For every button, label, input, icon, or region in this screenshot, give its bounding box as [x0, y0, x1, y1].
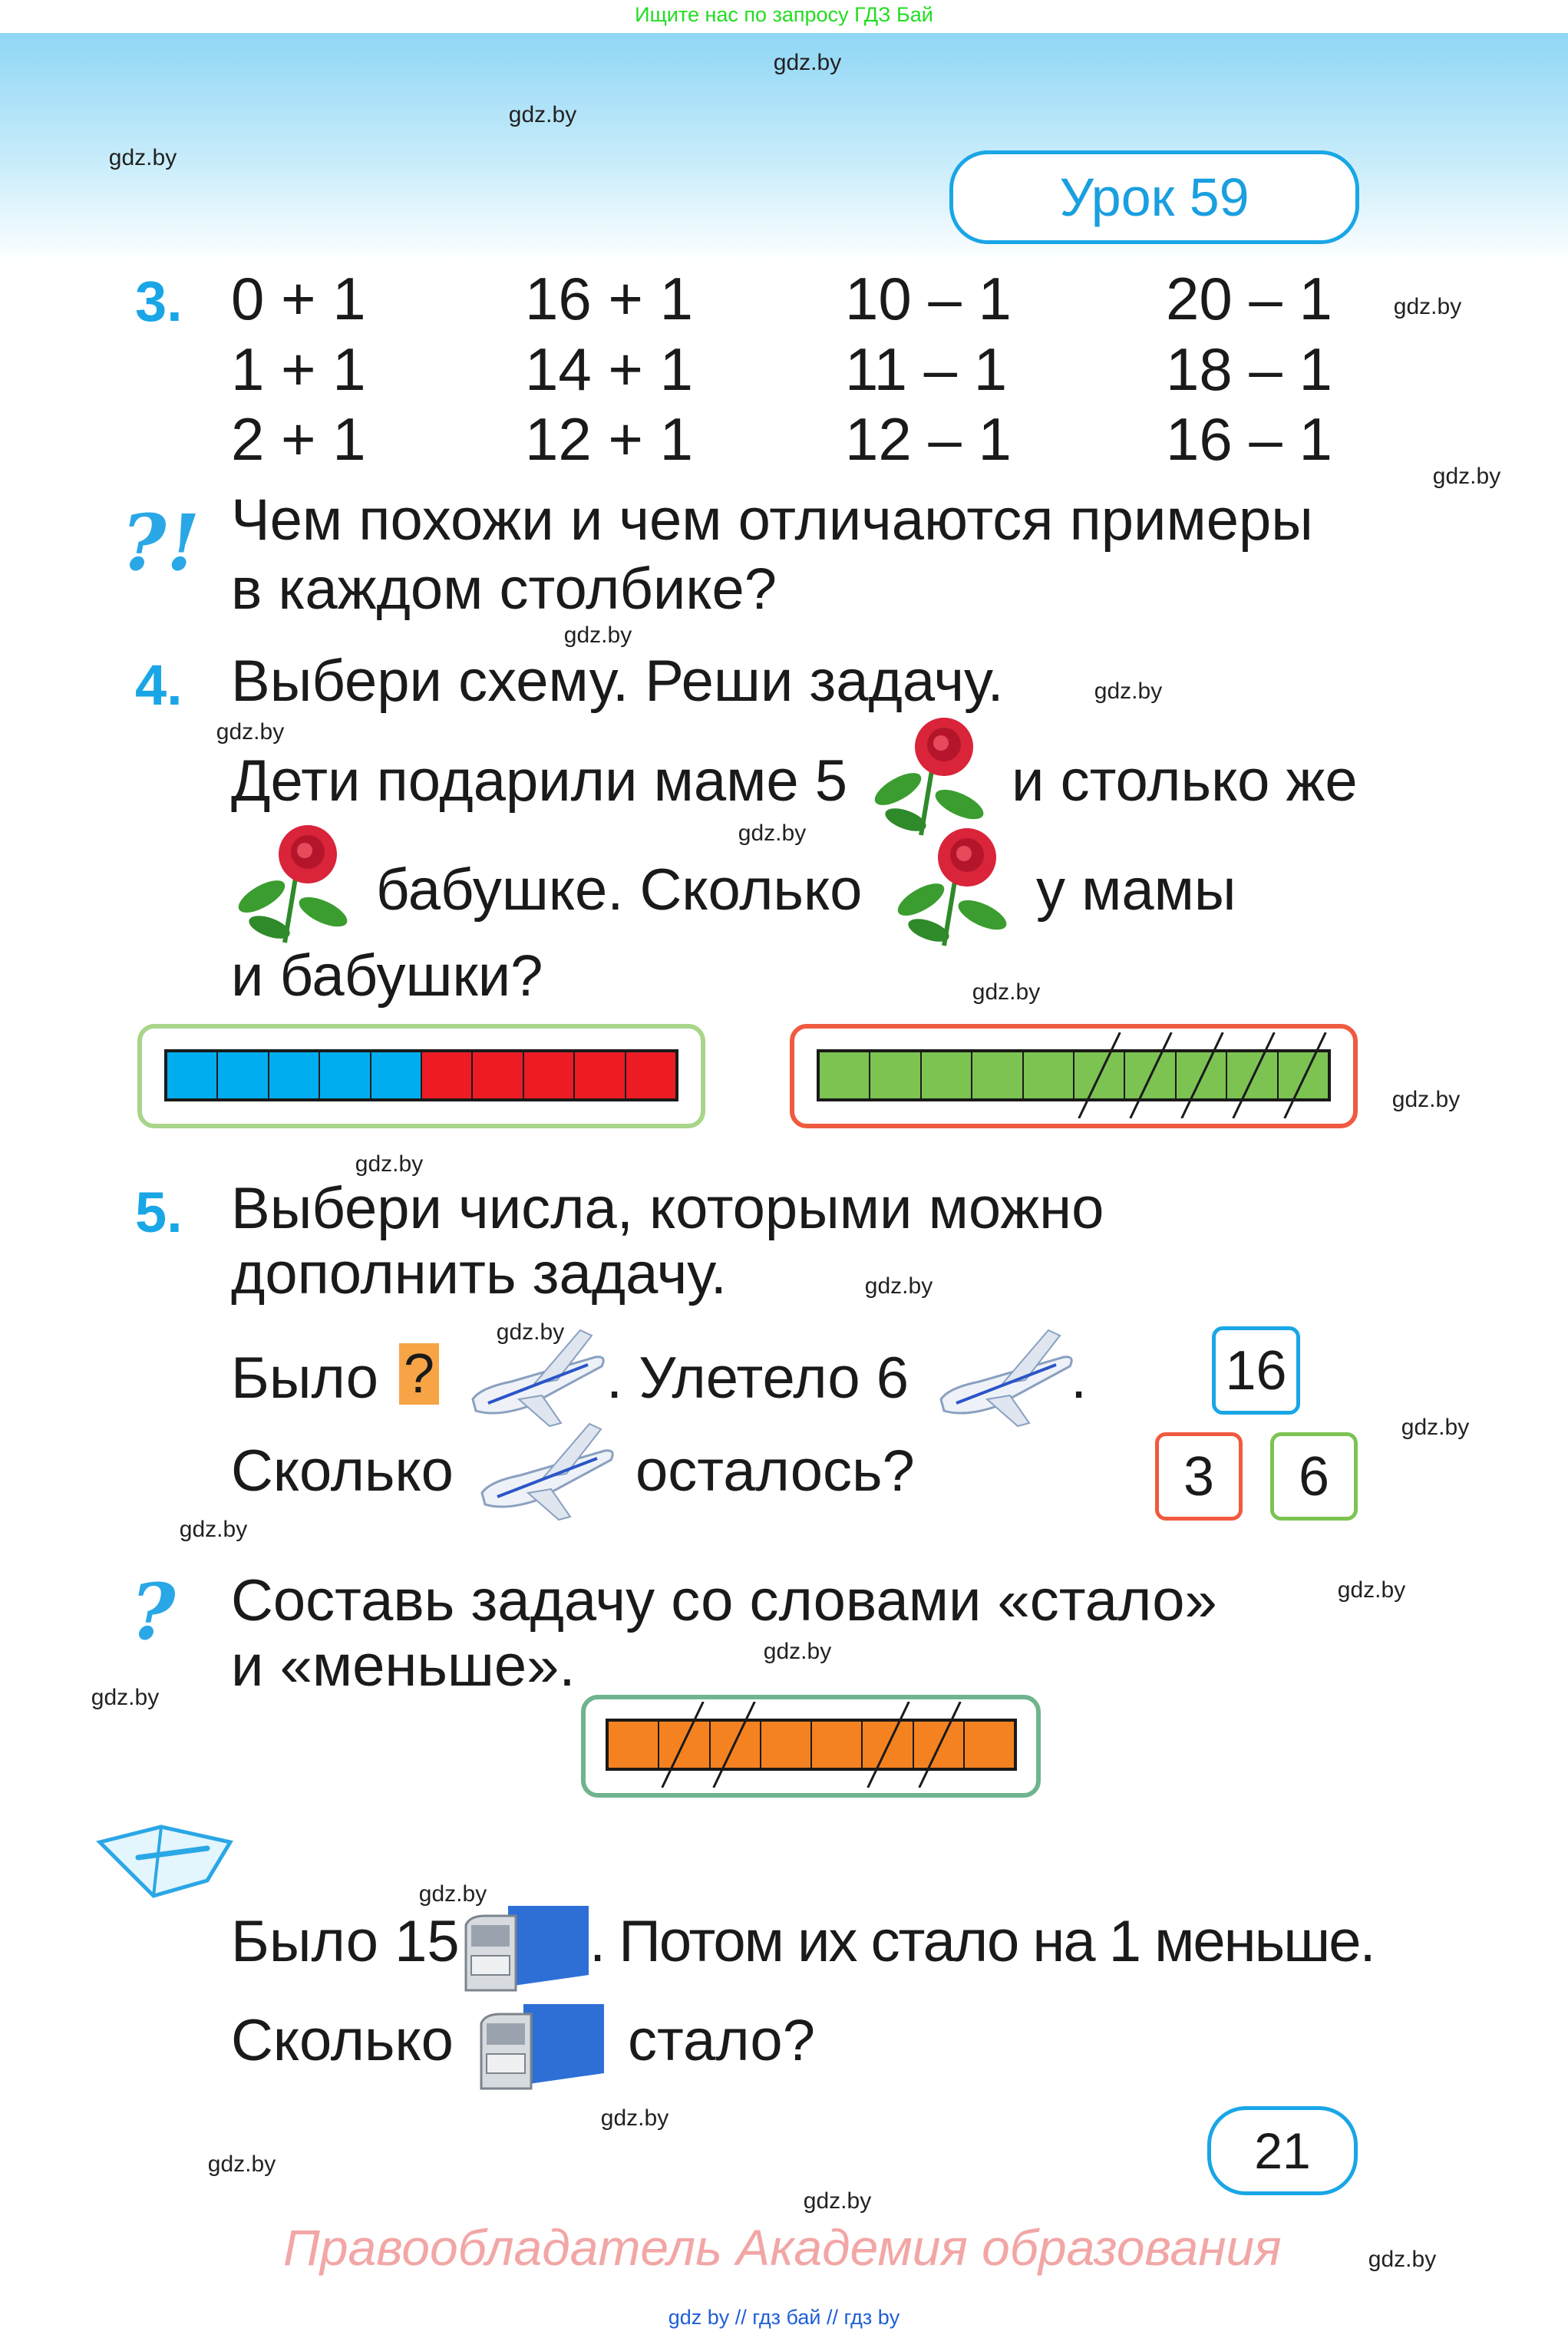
page-number: [1207, 2106, 1358, 2195]
question-line-2: в каждом столбике?: [231, 556, 777, 622]
svg-text:?!: ?!: [121, 507, 200, 580]
task-text-2: и столько же: [1012, 748, 1358, 814]
choice-6[interactable]: [1270, 1432, 1358, 1521]
choice-3[interactable]: [1155, 1432, 1243, 1521]
airplane-icon: [474, 1420, 616, 1527]
task-less-text: . Потом их стало на 1 меньше.: [589, 1909, 1375, 1974]
footer-links[interactable]: gdz by // гдз бай // гдз by: [668, 2306, 900, 2329]
watermark: gdz.by: [1368, 2247, 1437, 2272]
watermark: gdz.by: [91, 1685, 160, 1710]
dashed-divider-vertical: [132, 1893, 147, 2092]
watermark: gdz.by: [972, 979, 1041, 1005]
example-expression: 1 + 1: [231, 335, 366, 403]
watermark: gdz.by: [1094, 679, 1163, 704]
example-expression: 11 – 1: [845, 335, 1008, 403]
watermark: gdz.by: [496, 1319, 565, 1345]
choice-value: 3: [1183, 1445, 1215, 1507]
compose-line-2: и «меньше».: [231, 1633, 576, 1699]
watermark: gdz.by: [763, 1639, 832, 1664]
rose-icon: [231, 820, 361, 950]
task-became: стало?: [628, 2008, 815, 2073]
compose-line-1: Составь задачу со словами «стало»: [231, 1568, 1217, 1633]
truck-icon: [477, 2000, 608, 2096]
watermark: gdz.by: [1401, 1415, 1470, 1440]
watermark: gdz.by: [1391, 1087, 1461, 1112]
task-text-3: бабушке. Сколько: [376, 857, 863, 923]
watermark: gdz.by: [1432, 464, 1501, 489]
cross-slash: [714, 1702, 755, 1788]
watermark: gdz.by: [600, 2105, 669, 2131]
watermark: gdz.by: [207, 2151, 276, 2177]
left-text: осталось?: [635, 1438, 915, 1504]
watermark: gdz.by: [508, 102, 577, 127]
choice-16[interactable]: [1212, 1326, 1300, 1415]
exercise-4-title: Выбери схему. Реши задачу.: [231, 649, 1004, 714]
example-expression: 18 – 1: [1166, 335, 1332, 403]
task-text-5: и бабушки?: [231, 943, 543, 1009]
task-text-4: у мамы: [1036, 857, 1236, 923]
flew-text: . Улетело 6: [606, 1346, 909, 1411]
cross-slash: [1079, 1032, 1121, 1118]
watermark: gdz.by: [1337, 1577, 1406, 1603]
lesson-label: Урок 59: [1059, 167, 1249, 227]
cross-slash: [1285, 1032, 1326, 1118]
watermark: gdz.by: [179, 1517, 248, 1542]
watermark: gdz.by: [418, 1881, 487, 1907]
choice-value: 6: [1298, 1445, 1330, 1507]
page-number-label: 21: [1254, 2122, 1311, 2179]
watermark: gdz.by: [864, 1273, 933, 1299]
top-banner[interactable]: Ищите нас по запросу ГДЗ Бай: [635, 3, 933, 26]
exercise-4-number: 4.: [135, 653, 183, 717]
cross-slash: [919, 1702, 961, 1788]
svg-text:?: ?: [130, 1577, 176, 1646]
exercise-5-line-1: Выбери числа, которыми можно: [231, 1176, 1104, 1241]
dot-text: .: [1071, 1346, 1088, 1411]
exercise-5-number: 5.: [135, 1181, 183, 1244]
watermark: gdz.by: [355, 1151, 424, 1177]
example-expression: 16 + 1: [525, 265, 694, 332]
example-expression: 0 + 1: [231, 265, 366, 332]
example-expression: 20 – 1: [1166, 265, 1332, 332]
task-text-1: Дети подарили маме 5: [231, 748, 848, 814]
unknown-mark: ?: [399, 1343, 439, 1405]
cross-slash: [1182, 1032, 1223, 1118]
example-expression: 2 + 1: [231, 405, 366, 473]
question-exclamation-icon: [121, 507, 206, 580]
cross-slash: [1233, 1032, 1275, 1118]
question-icon: [130, 1577, 192, 1646]
watermark: gdz.by: [216, 719, 285, 745]
watermark: gdz.by: [563, 622, 632, 648]
crossed-marks: [164, 1032, 678, 1118]
copyright-text: Правообладатель Академия образования: [283, 2219, 1282, 2276]
cross-slash: [1131, 1032, 1172, 1118]
how-many-label: Сколько: [231, 1438, 454, 1504]
example-expression: 12 – 1: [845, 405, 1012, 473]
was-label: Было: [231, 1346, 378, 1411]
watermark: gdz.by: [108, 145, 177, 170]
exercise-3-number: 3.: [135, 269, 183, 333]
truck-icon: [462, 1902, 593, 1998]
question-line-1: Чем похожи и чем отличаются примеры: [231, 487, 1313, 553]
watermark: gdz.by: [773, 50, 842, 75]
airplane-icon: [933, 1326, 1075, 1434]
airplane-icon: [465, 1326, 607, 1434]
crossed-marks: [817, 1032, 1331, 1118]
task-how-many: Сколько: [231, 2008, 454, 2073]
exercise-5-line-2: дополнить задачу.: [231, 1241, 727, 1306]
example-expression: 16 – 1: [1166, 405, 1332, 473]
lesson-title: [949, 150, 1359, 244]
dashed-divider: [230, 1844, 767, 1859]
watermark: gdz.by: [803, 2188, 872, 2214]
watermark: gdz.by: [738, 821, 807, 846]
example-expression: 12 + 1: [525, 405, 694, 473]
task-was-15: Было 15: [231, 1909, 460, 1974]
crossed-marks: [606, 1702, 1017, 1788]
cross-slash: [662, 1702, 704, 1788]
rose-icon: [890, 823, 1021, 953]
cross-slash: [868, 1702, 909, 1788]
watermark: gdz.by: [1393, 294, 1462, 319]
example-expression: 10 – 1: [845, 265, 1012, 332]
choice-value: 16: [1225, 1339, 1287, 1402]
notebook-pen-icon: [92, 1811, 238, 1904]
example-expression: 14 + 1: [525, 335, 694, 403]
